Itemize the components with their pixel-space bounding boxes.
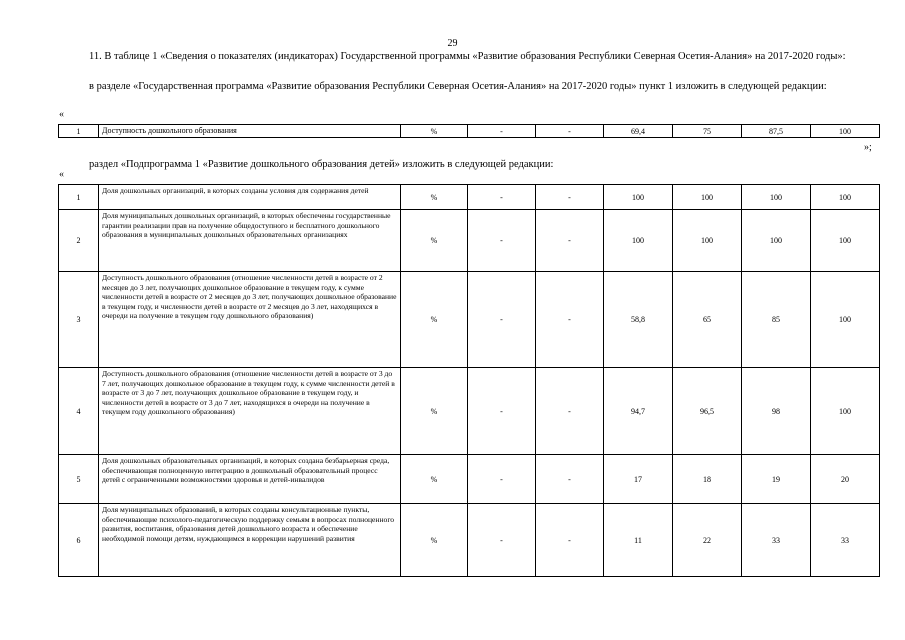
- opening-quote-mark: «: [59, 109, 64, 120]
- value-cell: -: [468, 272, 536, 368]
- unit-cell: %: [401, 368, 468, 455]
- value-cell: 33: [742, 504, 811, 577]
- value-cell: -: [536, 272, 604, 368]
- row-number-cell: 1: [59, 125, 99, 138]
- value-cell: 94,7: [604, 368, 673, 455]
- value-cell: -: [536, 210, 604, 272]
- value-cell: -: [536, 368, 604, 455]
- value-cell: 100: [742, 210, 811, 272]
- value-cell: 33: [811, 504, 880, 577]
- value-cell: -: [468, 504, 536, 577]
- value-cell: 100: [604, 210, 673, 272]
- value-cell: 11: [604, 504, 673, 577]
- value-cell: 19: [742, 455, 811, 504]
- value-cell: 75: [673, 125, 742, 138]
- indicator-name-cell: Доля муниципальных образований, в которых созданы консультационные пункты, обеспечивающие психолого-педагогическую поддержку семьям в вопросах полноценного развития, воспитания, образования детей дошкольного возраста и обеспечение необходимой помощи детям, нуждающимся в коррекции нарушений развития: [99, 504, 401, 577]
- unit-cell: %: [401, 125, 468, 138]
- table-row: [59, 368, 880, 455]
- value-cell: 100: [673, 185, 742, 210]
- row-number-cell: 1: [59, 185, 99, 210]
- value-cell: 20: [811, 455, 880, 504]
- table-row: [59, 210, 880, 272]
- table-row: [59, 504, 880, 577]
- page-number: 29: [447, 38, 458, 49]
- value-cell: 58,8: [604, 272, 673, 368]
- value-cell: 69,4: [604, 125, 673, 138]
- value-cell: 100: [811, 368, 880, 455]
- value-cell: -: [468, 125, 536, 138]
- value-cell: -: [536, 185, 604, 210]
- value-cell: 65: [673, 272, 742, 368]
- value-cell: 85: [742, 272, 811, 368]
- unit-cell: %: [401, 272, 468, 368]
- value-cell: -: [468, 185, 536, 210]
- value-cell: 100: [742, 185, 811, 210]
- value-cell: -: [468, 368, 536, 455]
- value-cell: -: [536, 125, 604, 138]
- indicator-name-cell: Доступность дошкольного образования (отношение численности детей в возрасте от 3 до 7 лет, получающих дошкольное образование в текущем году, к сумме численности детей в возрасте от 3 до 7 лет, получающих дошкольное образование в текущем году, и численности детей в возрасте от 3 до 7 лет, находящихся в очереди на получение в текущем году дошкольного образования): [99, 368, 401, 455]
- indicator-name-cell: Доля муниципальных дошкольных организаций, в которых обеспечены государственные гарантии реализации прав на получение общедоступного и бесплатного дошкольного образования в муниципальных дошкольных образовательных организациях: [99, 210, 401, 272]
- table-row: [59, 185, 880, 210]
- row-number-cell: 5: [59, 455, 99, 504]
- value-cell: -: [468, 455, 536, 504]
- unit-cell: %: [401, 455, 468, 504]
- value-cell: -: [468, 210, 536, 272]
- value-cell: 17: [604, 455, 673, 504]
- row-number-cell: 4: [59, 368, 99, 455]
- table-row: [59, 125, 880, 138]
- row-number-cell: 3: [59, 272, 99, 368]
- paragraph-item-11: 11. В таблице 1 «Сведения о показателях (индикаторах) Государственной программы «Развитие образования Республики Северная Осетия-Алания» на 2017-2020 годы»:: [89, 51, 846, 62]
- value-cell: 100: [811, 125, 880, 138]
- unit-cell: %: [401, 210, 468, 272]
- indicator-name-cell: Доля дошкольных организаций, в которых созданы условия для содержания детей: [99, 185, 401, 210]
- value-cell: 100: [811, 185, 880, 210]
- unit-cell: %: [401, 185, 468, 210]
- indicator-name-cell: Доля дошкольных образовательных организаций, в которых создана безбарьерная среда, обеспечивающая полноценную интеграцию в дошкольный образовательный процесс детей с ограниченными возможностями здоровья и детей-инвалидов: [99, 455, 401, 504]
- value-cell: 98: [742, 368, 811, 455]
- value-cell: 100: [811, 210, 880, 272]
- value-cell: 87,5: [742, 125, 811, 138]
- table-row: [59, 272, 880, 368]
- value-cell: 18: [673, 455, 742, 504]
- opening-quote-mark: «: [59, 169, 64, 180]
- value-cell: 96,5: [673, 368, 742, 455]
- row-number-cell: 6: [59, 504, 99, 577]
- value-cell: 22: [673, 504, 742, 577]
- value-cell: 100: [673, 210, 742, 272]
- paragraph-subprogram-section: раздел «Подпрограмма 1 «Развитие дошкольного образования детей» изложить в следующей редакции:: [89, 159, 554, 170]
- paragraph-program-section: в разделе «Государственная программа «Развитие образования Республики Северная Осетия-Алания» на 2017-2020 годы» пункт 1 изложить в следующей редакции:: [89, 81, 827, 92]
- indicator-name-cell: Доступность дошкольного образования: [99, 125, 401, 138]
- table-subprogram-indicators: [58, 184, 880, 577]
- table-row: [59, 455, 880, 504]
- indicator-name-cell: Доступность дошкольного образования (отношение численности детей в возрасте от 2 месяцев до 3 лет, получающих дошкольное образование в текущем году, к сумме численности детей в возрасте от 2 месяцев до 3 лет, получающих дошкольное образование в текущем году, и численности детей в возрасте от 2 месяцев до 3 лет, находящихся в очереди на получение в текущем году дошкольного образования): [99, 272, 401, 368]
- value-cell: 100: [604, 185, 673, 210]
- value-cell: -: [536, 504, 604, 577]
- closing-quote-mark: »;: [864, 142, 872, 153]
- unit-cell: %: [401, 504, 468, 577]
- table-program-indicators: [58, 124, 880, 138]
- row-number-cell: 2: [59, 210, 99, 272]
- value-cell: -: [536, 455, 604, 504]
- value-cell: 100: [811, 272, 880, 368]
